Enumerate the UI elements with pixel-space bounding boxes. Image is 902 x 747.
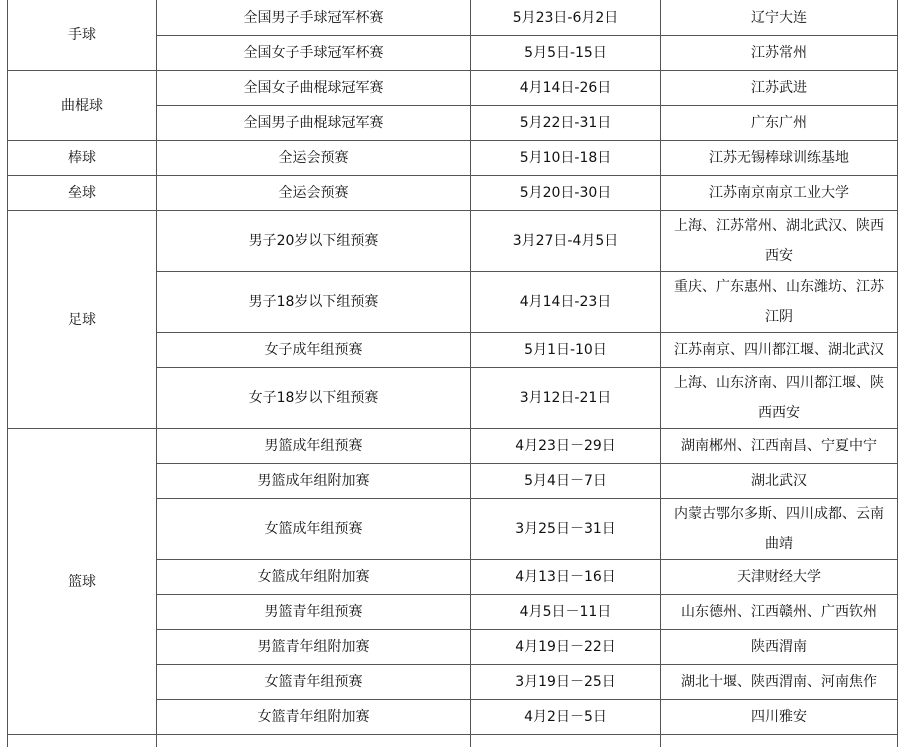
venue-cell: [661, 368, 898, 429]
date-cell: 5月20日-30日: [471, 176, 661, 211]
event-cell: 女篮青年组预赛: [157, 665, 471, 700]
venue-cell: 山东德州、江西赣州、广西钦州: [661, 595, 898, 630]
event-cell: 男子18岁以下组预赛: [157, 272, 471, 333]
venue-cell: 四川雅安: [661, 700, 898, 735]
date-cell: 3月25日－31日: [471, 499, 661, 560]
event-cell: 男子20岁以下组预赛: [157, 211, 471, 272]
venue-cell: 江苏南京、四川都江堰、湖北武汉: [661, 333, 898, 368]
event-cell: 女篮成年组预赛: [157, 499, 471, 560]
competition-schedule-table: [7, 0, 898, 747]
date-cell: 5月5日-15日: [471, 36, 661, 71]
sport-cell-handball: 手球: [8, 0, 157, 71]
venue-line: 西西安: [758, 405, 800, 421]
venue-line: 内蒙古鄂尔多斯、四川成都、云南: [674, 506, 884, 522]
date-cell: 4月5日－11日: [471, 595, 661, 630]
venue-line: 上海、山东济南、四川都江堰、陕: [674, 375, 884, 391]
venue-cell: 天津财经大学: [661, 560, 898, 595]
event-cell: 全国男子手球冠军杯赛: [157, 0, 471, 36]
venue-line: 曲靖: [765, 536, 793, 552]
date-cell: 3月19日－25日: [471, 665, 661, 700]
date-cell: 5月23日-6月2日: [471, 0, 661, 36]
sport-cell-basketball: 篮球: [8, 429, 157, 735]
venue-line: 上海、江苏常州、湖北武汉、陕西: [674, 218, 884, 234]
date-cell: 4月14日-26日: [471, 71, 661, 106]
table-row: [8, 141, 898, 176]
venue-line: 江阴: [765, 309, 793, 325]
sport-cell-baseball: 棒球: [8, 141, 157, 176]
table-row: [8, 0, 898, 36]
event-cell: 男篮成年组附加赛: [157, 464, 471, 499]
venue-cell: 湖北武汉: [661, 464, 898, 499]
venue-line: 西安: [765, 248, 793, 264]
date-cell: 4月13日－16日: [471, 560, 661, 595]
event-cell: 全运会预赛: [157, 141, 471, 176]
date-cell: 4月14日-23日: [471, 272, 661, 333]
date-cell: 3月27日-4月5日: [471, 211, 661, 272]
date-cell: 4月23日－29日: [471, 429, 661, 464]
venue-cell: 湖南郴州、江西南昌、宁夏中宁: [661, 429, 898, 464]
date-cell: 5月22日-31日: [471, 106, 661, 141]
table-row: [8, 71, 898, 106]
venue-cell: [661, 211, 898, 272]
date-cell: 5月10日-18日: [471, 141, 661, 176]
sport-cell-softball: 垒球: [8, 176, 157, 211]
venue-cell: 湖北十堰、陕西渭南、河南焦作: [661, 665, 898, 700]
date-cell: 5月1日-10日: [471, 333, 661, 368]
event-cell: 全国女子手球冠军杯赛: [157, 36, 471, 71]
table-row: [8, 429, 898, 464]
venue-cell: [661, 499, 898, 560]
event-cell: 女子18岁以下组预赛: [157, 368, 471, 429]
table-row: [8, 176, 898, 211]
event-cell: 女篮青年组附加赛: [157, 700, 471, 735]
event-cell: 男篮青年组预赛: [157, 595, 471, 630]
venue-cell: 陕西渭南: [661, 630, 898, 665]
event-cell: 全国男子曲棍球冠军赛: [157, 106, 471, 141]
venue-cell: 江苏无锡棒球训练基地: [661, 141, 898, 176]
event-cell: 全运会预赛: [157, 176, 471, 211]
date-cell: 4月2日－5日: [471, 700, 661, 735]
venue-cell: 江苏武进: [661, 71, 898, 106]
venue-cell: 辽宁大连: [661, 0, 898, 36]
event-cell: 男篮成年组预赛: [157, 429, 471, 464]
venue-cell: 江苏南京南京工业大学: [661, 176, 898, 211]
event-cell: 全国女子曲棍球冠军赛: [157, 71, 471, 106]
sport-cell-hockey: 曲棍球: [8, 71, 157, 141]
table-row: [8, 211, 898, 272]
venue-cell: [661, 272, 898, 333]
event-cell: 男篮青年组附加赛: [157, 630, 471, 665]
date-cell: 3月12日-21日: [471, 368, 661, 429]
date-cell: 5月4日－7日: [471, 464, 661, 499]
venue-line: 重庆、广东惠州、山东潍坊、江苏: [674, 279, 884, 295]
date-cell: 4月19日－22日: [471, 630, 661, 665]
event-cell: 女子成年组预赛: [157, 333, 471, 368]
venue-cell: 广东广州: [661, 106, 898, 141]
sport-cell-football: 足球: [8, 211, 157, 429]
event-cell: 女篮成年组附加赛: [157, 560, 471, 595]
venue-cell: 江苏常州: [661, 36, 898, 71]
